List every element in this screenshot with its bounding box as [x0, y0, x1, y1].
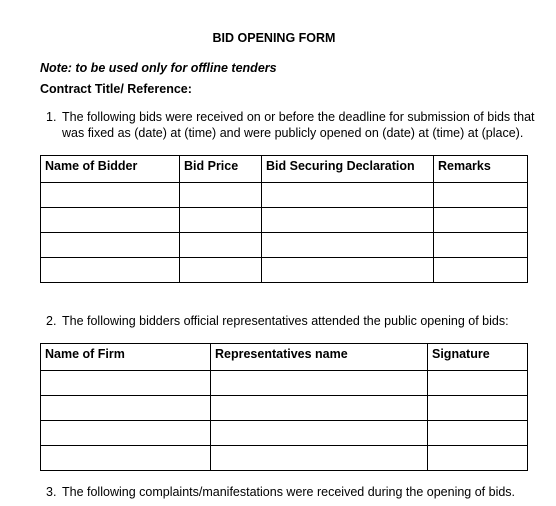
header-representatives-name: Representatives name [211, 344, 428, 371]
table-row [41, 258, 528, 283]
bids-table [40, 155, 528, 283]
table-cell[interactable] [41, 208, 180, 233]
offline-note: Note: to be used only for offline tenders [40, 61, 277, 75]
table-cell[interactable] [180, 233, 262, 258]
table-cell[interactable] [434, 183, 528, 208]
table-cell[interactable] [211, 396, 428, 421]
table-cell[interactable] [434, 233, 528, 258]
table-cell[interactable] [262, 258, 434, 283]
table-cell[interactable] [41, 421, 211, 446]
table-cell[interactable] [428, 421, 528, 446]
table-cell[interactable] [41, 446, 211, 471]
table-row [41, 396, 528, 421]
header-bid-securing-declaration: Bid Securing Declaration [262, 156, 434, 183]
section-1 [46, 109, 536, 141]
table-row [41, 233, 528, 258]
table-cell[interactable] [434, 258, 528, 283]
table-row [41, 421, 528, 446]
contract-title-label: Contract Title/ Reference: [40, 82, 192, 96]
section-2 [46, 313, 536, 329]
section-1-number: 1. [46, 110, 57, 124]
form-title: BID OPENING FORM [212, 31, 336, 45]
header-name-of-firm: Name of Firm [41, 344, 211, 371]
section-3 [46, 484, 536, 500]
header-signature: Signature [428, 344, 528, 371]
table-row [41, 371, 528, 396]
section-3-text: The following complaints/manifestations were received during the opening of bids. [62, 485, 516, 499]
table-cell[interactable] [434, 208, 528, 233]
table-cell[interactable] [41, 183, 180, 208]
table-row [41, 183, 528, 208]
section-1-text: The following bids were received on or before the deadline for submission of bids that was fixed as (date) at (time) and were publicly opened on (date) at (time) at (place). [62, 110, 535, 140]
table-cell[interactable] [211, 446, 428, 471]
table-cell[interactable] [211, 371, 428, 396]
table-cell[interactable] [428, 446, 528, 471]
section-3-number: 3. [46, 485, 57, 499]
table-cell[interactable] [180, 208, 262, 233]
representatives-table-header [41, 344, 528, 371]
table-cell[interactable] [262, 183, 434, 208]
table-row [41, 446, 528, 471]
section-2-number: 2. [46, 314, 57, 328]
table-cell[interactable] [180, 258, 262, 283]
table-cell[interactable] [211, 421, 428, 446]
table-cell[interactable] [262, 233, 434, 258]
table-cell[interactable] [180, 183, 262, 208]
table-cell[interactable] [41, 396, 211, 421]
header-name-of-bidder: Name of Bidder [41, 156, 180, 183]
representatives-table [40, 343, 528, 471]
section-2-text: The following bidders official representatives attended the public opening of bids: [62, 314, 509, 328]
table-row [41, 208, 528, 233]
header-remarks: Remarks [434, 156, 528, 183]
header-bid-price: Bid Price [180, 156, 262, 183]
table-cell[interactable] [41, 258, 180, 283]
bids-table-header [41, 156, 528, 183]
table-cell[interactable] [428, 371, 528, 396]
table-cell[interactable] [41, 371, 211, 396]
table-cell[interactable] [428, 396, 528, 421]
table-cell[interactable] [262, 208, 434, 233]
table-cell[interactable] [41, 233, 180, 258]
